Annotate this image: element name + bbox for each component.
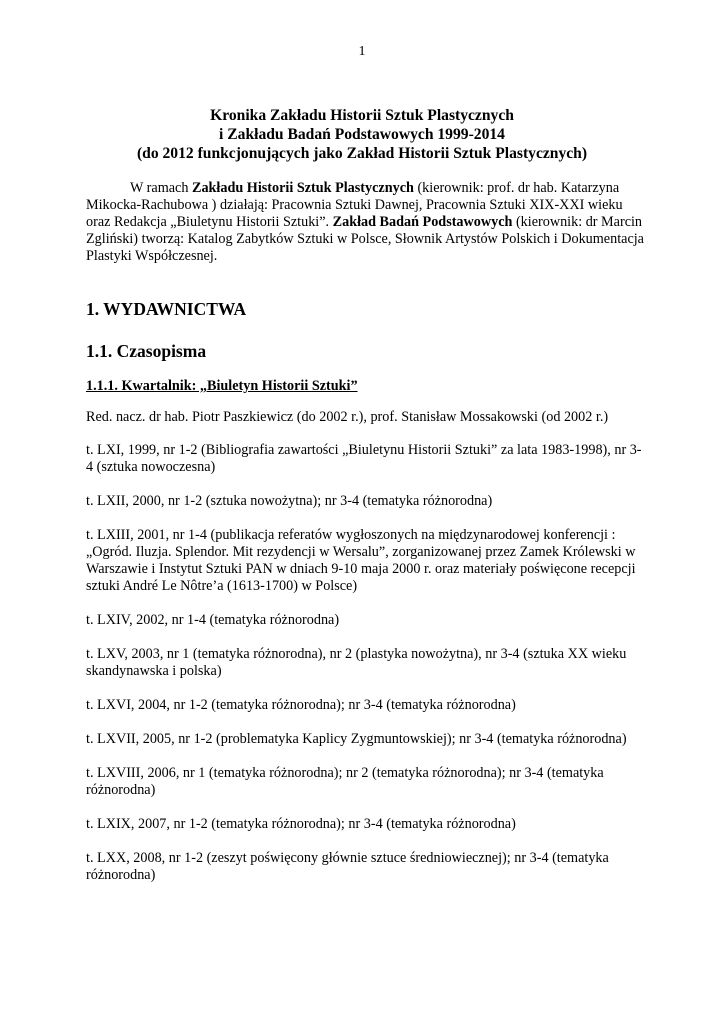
intro-text-1: W ramach xyxy=(130,180,192,196)
volume-entry: t. LXV, 2003, nr 1 (tematyka różnorodna), nr 2 (plastyka nowożytna), nr 3-4 (sztuka XX wieku skandynawska i polska) xyxy=(86,646,627,679)
volume-list xyxy=(86,409,646,901)
document-title xyxy=(60,106,664,163)
section-heading-czasopisma: 1.1. Czasopisma xyxy=(86,341,207,361)
volume-entry: t. LXIV, 2002, nr 1-4 (tematyka różnorodna) xyxy=(86,612,340,628)
intro-text-2: (kierownik: prof. dr hab. Katarzyna Mikocka-Rachubowa ) działają: Pracownia Sztuki Dawnej, Pracownia Sztuki XIX-XXI wieku oraz Redakcja „Biuletynu Historii Sztuki”. xyxy=(86,180,623,230)
intro-text-3: (kierownik: dr Marcin Zgliński) tworzą: Katalog Zabytków Sztuki w Polsce, Słownik Artystów Polskich i Dokumentacja Plastyki Współczesnej. xyxy=(86,214,644,264)
volume-entry: t. LXX, 2008, nr 1-2 (zeszyt poświęcony głównie sztuce średniowiecznej); nr 3-4 (tematyka różnorodna) xyxy=(86,850,609,883)
editors-line: Red. nacz. dr hab. Piotr Paszkiewicz (do 2002 r.), prof. Stanisław Mossakowski (od 2002 r.) xyxy=(86,409,609,425)
volume-entry: t. LXIII, 2001, nr 1-4 (publikacja referatów wygłoszonych na międzynarodowej konferencji : „Ogród. Iluzja. Splendor. Mit rezydencji w Wersalu”, zorganizowanej przez Zamek Królewski w Warszawie i Instytut Sztuki PAN w dniach 9-10 maja 2000 r. oraz materiały poświęcone recepcji sztuki André Le Nôtre’a (1613-1700) w Polsce) xyxy=(86,527,636,594)
volume-entry: t. LXI, 1999, nr 1-2 (Bibliografia zawartości „Biuletynu Historii Sztuki” za lata 1983-1998), nr 3-4 (sztuka nowoczesna) xyxy=(86,442,642,475)
volume-entry: t. LXVI, 2004, nr 1-2 (tematyka różnorodna); nr 3-4 (tematyka różnorodna) xyxy=(86,697,516,713)
intro-paragraph xyxy=(86,180,646,265)
title-line-2: i Zakładu Badań Podstawowych 1999-2014 xyxy=(219,126,505,143)
section-heading-kwartalnik: 1.1.1. Kwartalnik: „Biuletyn Historii Sztuki” xyxy=(86,378,358,394)
volume-entry: t. LXVII, 2005, nr 1-2 (problematyka Kaplicy Zygmuntowskiej); nr 3-4 (tematyka różnorodna) xyxy=(86,731,627,747)
intro-bold-2: Zakład Badań Podstawowych xyxy=(332,214,513,230)
title-line-3: (do 2012 funkcjonujących jako Zakład Historii Sztuk Plastycznych) xyxy=(136,145,588,162)
volume-entry: t. LXIX, 2007, nr 1-2 (tematyka różnorodna); nr 3-4 (tematyka różnorodna) xyxy=(86,816,516,832)
page-number: 1 xyxy=(358,44,366,59)
volume-entry: t. LXII, 2000, nr 1-2 (sztuka nowożytna); nr 3-4 (tematyka różnorodna) xyxy=(86,493,493,509)
volume-entry: t. LXVIII, 2006, nr 1 (tematyka różnorodna); nr 2 (tematyka różnorodna); nr 3-4 (tematyka różnorodna) xyxy=(86,765,604,798)
title-line-1: Kronika Zakładu Historii Sztuk Plastycznych xyxy=(210,107,514,124)
section-heading-wydawnictwa: 1. WYDAWNICTWA xyxy=(86,299,247,319)
intro-bold-1: Zakładu Historii Sztuk Plastycznych xyxy=(191,180,414,196)
